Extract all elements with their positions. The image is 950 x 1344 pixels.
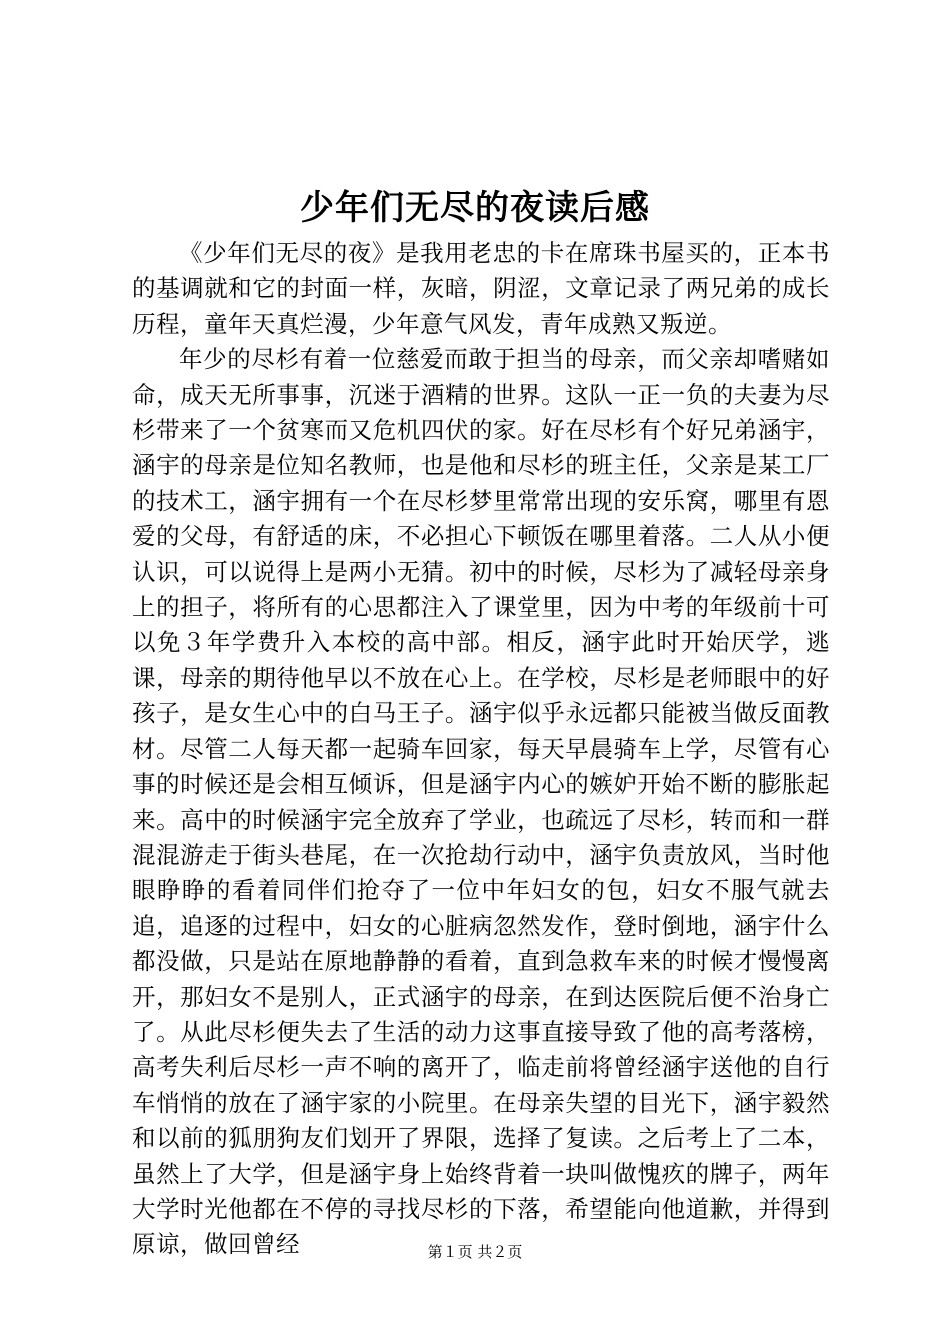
document-body bbox=[132, 236, 830, 1263]
page-footer: 第１页 共２页 bbox=[427, 1243, 523, 1261]
paragraph: 年少的尽杉有着一位慈爱而敢于担当的母亲，而父亲却嗜赌如命，成天无所事事，沉迷于酒精的世界。这队一正一负的夫妻为尽杉带来了一个贫寒而又危机四伏的家。好在尽杉有个好兄弟涵宇，涵宇的母亲是位知名教师，也是他和尽杉的班主任，父亲是某工厂的技术工，涵宇拥有一个在尽杉梦里常常出现的安乐窝，哪里有恩爱的父母，有舒适的床，不必担心下顿饭在哪里着落。二人从小便认识，可以说得上是两小无猜。初中的时候，尽杉为了减轻母亲身上的担子，将所有的心思都注入了课堂里，因为中考的年级前十可以免３年学费升入本校的高中部。相反，涵宇此时开始厌学，逃课，母亲的期待他早以不放在心上。在学校，尽杉是老师眼中的好孩子，是女生心中的白马王子。涵宇似乎永远都只能被当做反面教材。尽管二人每天都一起骑车回家，每天早晨骑车上学，尽管有心事的时候还是会相互倾诉，但是涵宇内心的嫉妒开始不断的膨胀起来。高中的时候涵宇完全放弃了学业，也疏远了尽杉，转而和一群混混游走于街头巷尾，在一次抢劫行动中，涵宇负责放风，当时他眼睁睁的看着同伴们抢夺了一位中年妇女的包，妇女不服气就去追，追逐的过程中，妇女的心脏病忽然发作，登时倒地，涵宇什么都没做，只是站在原地静静的看着，直到急救车来的时候才慢慢离开，那妇女不是别人，正式涵宇的母亲，在到达医院后便不治身亡了。从此尽杉便失去了生活的动力这事直接导致了他的高考落榜，高考失利后尽杉一声不响的离开了，临走前将曾经涵宇送他的自行车悄悄的放在了涵宇家的小院里。在母亲失望的目光下，涵宇毅然和以前的狐朋狗友们划开了界限，选择了复读。之后考上了二本，虽然上了大学，但是涵宇身上始终背着一块叫做愧疚的牌子，两年大学时光他都在不停的寻找尽杉的下落，希望能向他道歉，并得到原谅，做回曾经 bbox=[132, 345, 830, 1259]
paragraph: 《少年们无尽的夜》是我用老忠的卡在席珠书屋买的，正本书的基调就和它的封面一样，灰暗，阴涩，文章记录了两兄弟的成长历程，童年天真烂漫，少年意气风发，青年成熟又叛逆。 bbox=[132, 239, 830, 338]
document-title: 少年们无尽的夜读后感 bbox=[300, 188, 650, 228]
